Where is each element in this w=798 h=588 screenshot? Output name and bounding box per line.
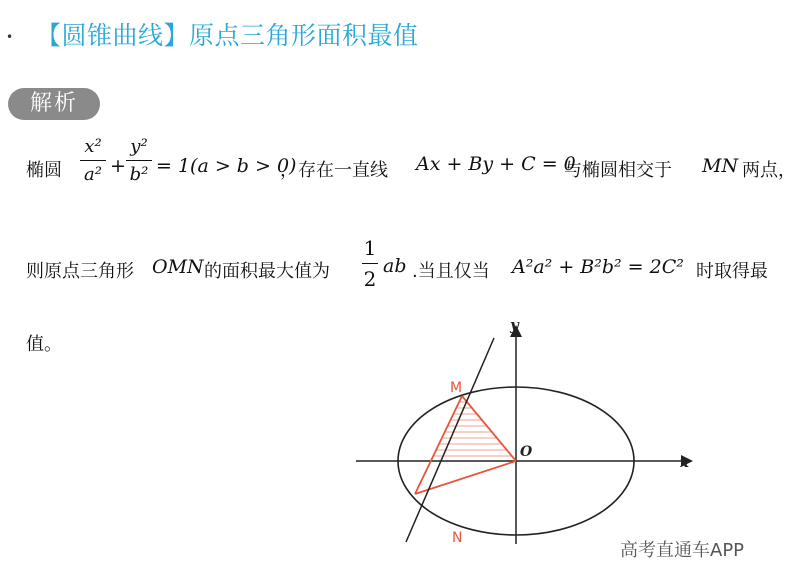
segment-mn — [415, 396, 462, 494]
segment-on — [415, 461, 516, 494]
line-equation: Ax + By + C = 0 — [416, 153, 576, 175]
fraction-bar — [126, 160, 152, 161]
text-exists-line: ，存在一直线 — [280, 160, 388, 181]
fraction-bar — [80, 160, 106, 161]
point-n-label: N — [452, 530, 463, 546]
text-iff: .当且仅当 — [412, 261, 490, 282]
text-origin-triangle: 则原点三角形 — [26, 261, 134, 282]
points-mn: MN — [702, 155, 739, 177]
ellipse-label: 椭圆 — [26, 160, 62, 181]
fraction-one-half — [362, 236, 378, 291]
triangle-omn: OMN — [152, 256, 204, 278]
x-axis-label: x — [680, 453, 689, 471]
ab-term: ab — [383, 255, 407, 277]
fraction-numerator: x² — [84, 136, 102, 157]
analysis-badge: 解析 — [8, 88, 100, 120]
watermark-text: 高考直通车APP — [620, 540, 745, 561]
fraction-y2-b2 — [126, 136, 152, 185]
fraction-denominator: b² — [129, 164, 149, 186]
ellipse-figure — [340, 312, 700, 548]
text-value-end: 值。 — [26, 334, 62, 355]
fraction-numerator: 1 — [363, 236, 377, 260]
bullet-dot: • — [6, 30, 14, 44]
condition-equation: A²a² + B²b² = 2C² — [512, 256, 684, 278]
text-two-points: 两点， — [742, 160, 796, 181]
secant-line — [406, 338, 494, 542]
fraction-bar — [362, 263, 378, 264]
fraction-x2-a2 — [80, 136, 106, 185]
page-title: 【圆锥曲线】原点三角形面积最值 — [36, 21, 419, 50]
segment-om — [462, 396, 516, 461]
text-attains: 时取得最 — [696, 261, 768, 282]
text-max-area: 的面积最大值为 — [204, 261, 330, 282]
ellipse-equation-rhs: = 1(a > b > 0) — [156, 155, 297, 177]
plus-sign: + — [110, 155, 126, 177]
fraction-denominator: a² — [84, 164, 102, 186]
fraction-numerator: y² — [130, 136, 148, 157]
origin-label: O — [520, 444, 533, 460]
point-m-label: M — [450, 380, 463, 396]
y-axis-label: y — [510, 316, 519, 334]
fraction-denominator: 2 — [363, 267, 377, 292]
text-intersects: 与椭圆相交于 — [564, 160, 672, 181]
